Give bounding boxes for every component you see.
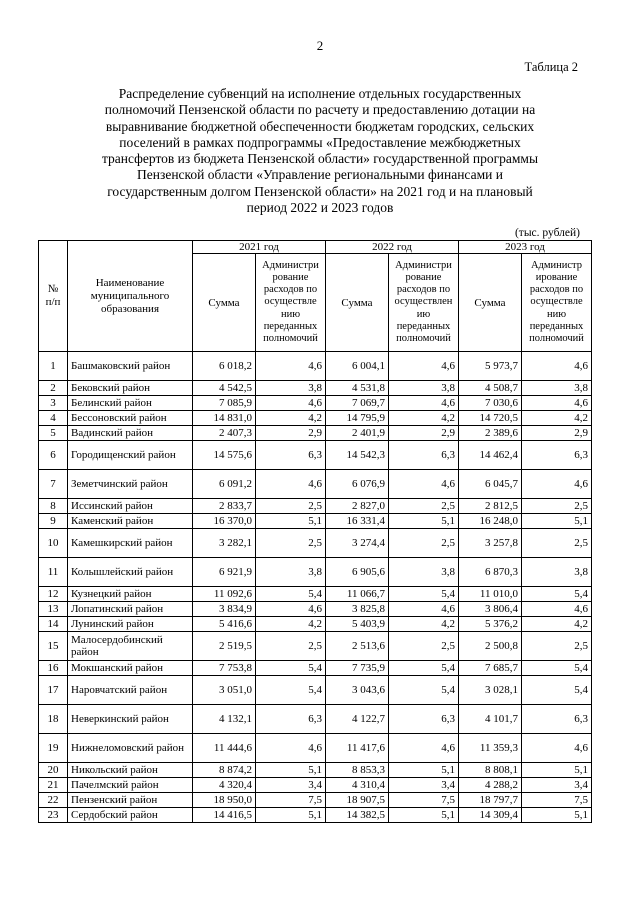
sum-2022: 5 403,9 <box>326 617 389 632</box>
municipality-name: Камешкирский район <box>68 529 193 558</box>
row-number: 7 <box>39 470 68 499</box>
table-row <box>39 778 592 793</box>
sum-2022: 6 076,9 <box>326 470 389 499</box>
sum-2023: 3 806,4 <box>459 602 522 617</box>
title-line: Распределение субвенций на исполнение отдельных государственных <box>118 86 522 101</box>
header-sum: Сумма <box>459 254 522 352</box>
sum-2022: 18 907,5 <box>326 793 389 808</box>
sum-2022: 3 825,8 <box>326 602 389 617</box>
sum-2023: 11 359,3 <box>459 734 522 763</box>
admin-2022: 6,3 <box>389 705 459 734</box>
admin-2023: 4,6 <box>522 352 592 381</box>
sum-2022: 11 417,6 <box>326 734 389 763</box>
admin-2022: 5,1 <box>389 808 459 823</box>
table-body <box>39 352 592 823</box>
admin-2022: 5,4 <box>389 661 459 676</box>
sum-2021: 2 407,3 <box>193 426 256 441</box>
row-number: 23 <box>39 808 68 823</box>
header-name: Наименование муниципального образования <box>68 241 193 352</box>
sum-2021: 3 051,0 <box>193 676 256 705</box>
municipality-name: Колышлейский район <box>68 558 193 587</box>
admin-2023: 5,1 <box>522 808 592 823</box>
admin-2022: 4,6 <box>389 602 459 617</box>
sum-2021: 4 132,1 <box>193 705 256 734</box>
header-year-2022: 2022 год <box>326 241 459 254</box>
admin-2021: 5,4 <box>256 661 326 676</box>
admin-2022: 4,6 <box>389 352 459 381</box>
sum-2023: 14 720,5 <box>459 411 522 426</box>
sum-2021: 7 085,9 <box>193 396 256 411</box>
admin-2021: 5,1 <box>256 514 326 529</box>
table-row <box>39 426 592 441</box>
row-number: 18 <box>39 705 68 734</box>
sum-2021: 6 091,2 <box>193 470 256 499</box>
row-number: 20 <box>39 763 68 778</box>
admin-2023: 3,4 <box>522 778 592 793</box>
table-row <box>39 558 592 587</box>
sum-2021: 7 753,8 <box>193 661 256 676</box>
table-row <box>39 470 592 499</box>
sum-2023: 6 045,7 <box>459 470 522 499</box>
sum-2023: 5 973,7 <box>459 352 522 381</box>
table-label: Таблица 2 <box>524 60 578 74</box>
sum-2022: 7 069,7 <box>326 396 389 411</box>
sum-2022: 7 735,9 <box>326 661 389 676</box>
admin-2021: 4,6 <box>256 470 326 499</box>
admin-2023: 5,4 <box>522 676 592 705</box>
sum-2023: 8 808,1 <box>459 763 522 778</box>
row-number: 6 <box>39 441 68 470</box>
sum-2023: 4 101,7 <box>459 705 522 734</box>
page-number: 2 <box>316 38 324 53</box>
admin-2021: 2,5 <box>256 529 326 558</box>
admin-2021: 5,1 <box>256 763 326 778</box>
admin-2021: 5,4 <box>256 676 326 705</box>
table-row <box>39 411 592 426</box>
sum-2023: 7 030,6 <box>459 396 522 411</box>
sum-2022: 14 382,5 <box>326 808 389 823</box>
sum-2021: 14 575,6 <box>193 441 256 470</box>
admin-2022: 2,5 <box>389 529 459 558</box>
admin-2022: 2,5 <box>389 499 459 514</box>
sum-2023: 2 812,5 <box>459 499 522 514</box>
header-admin: Администри рование расходов по осуществлен ию переданных полномочий <box>389 254 459 352</box>
sum-2023: 2 500,8 <box>459 632 522 661</box>
row-number: 21 <box>39 778 68 793</box>
admin-2021: 2,5 <box>256 499 326 514</box>
sum-2023: 6 870,3 <box>459 558 522 587</box>
row-number: 22 <box>39 793 68 808</box>
sum-2021: 14 416,5 <box>193 808 256 823</box>
table-row <box>39 381 592 396</box>
row-number: 19 <box>39 734 68 763</box>
sum-2022: 2 513,6 <box>326 632 389 661</box>
row-number: 17 <box>39 676 68 705</box>
sum-2023: 4 288,2 <box>459 778 522 793</box>
admin-2021: 4,6 <box>256 352 326 381</box>
sum-2022: 6 004,1 <box>326 352 389 381</box>
document-title <box>80 86 560 216</box>
row-number: 2 <box>39 381 68 396</box>
admin-2021: 3,8 <box>256 381 326 396</box>
table-row <box>39 808 592 823</box>
admin-2022: 3,4 <box>389 778 459 793</box>
sum-2022: 6 905,6 <box>326 558 389 587</box>
municipality-name: Белинский район <box>68 396 193 411</box>
admin-2021: 2,5 <box>256 632 326 661</box>
title-line: период 2022 и 2023 годов <box>246 200 394 216</box>
sum-2022: 14 542,3 <box>326 441 389 470</box>
admin-2023: 2,5 <box>522 632 592 661</box>
sum-2023: 5 376,2 <box>459 617 522 632</box>
sum-2021: 16 370,0 <box>193 514 256 529</box>
admin-2021: 4,2 <box>256 411 326 426</box>
municipality-name: Никольский район <box>68 763 193 778</box>
municipality-name: Пензенский район <box>68 793 193 808</box>
admin-2023: 5,4 <box>522 587 592 602</box>
header-sum: Сумма <box>193 254 256 352</box>
table-row <box>39 352 592 381</box>
row-number: 9 <box>39 514 68 529</box>
sum-2021: 2 519,5 <box>193 632 256 661</box>
sum-2021: 4 320,4 <box>193 778 256 793</box>
sum-2021: 3 282,1 <box>193 529 256 558</box>
title-line: Пензенской области «Управление региональными финансами и <box>137 167 503 183</box>
header-admin: Администр ирование расходов по осуществле нию переданных полномочий <box>522 254 592 352</box>
admin-2022: 6,3 <box>389 441 459 470</box>
sum-2021: 3 834,9 <box>193 602 256 617</box>
admin-2022: 5,4 <box>389 587 459 602</box>
sum-2023: 3 257,8 <box>459 529 522 558</box>
admin-2021: 4,2 <box>256 617 326 632</box>
municipality-name: Кузнецкий район <box>68 587 193 602</box>
admin-2023: 4,6 <box>522 470 592 499</box>
admin-2023: 5,4 <box>522 661 592 676</box>
header-sum: Сумма <box>326 254 389 352</box>
admin-2022: 4,6 <box>389 470 459 499</box>
header-year-2021: 2021 год <box>193 241 326 254</box>
municipality-name: Бессоновский район <box>68 411 193 426</box>
admin-2023: 3,8 <box>522 381 592 396</box>
table-row <box>39 617 592 632</box>
table-row <box>39 705 592 734</box>
admin-2022: 5,1 <box>389 763 459 778</box>
admin-2023: 4,2 <box>522 617 592 632</box>
table-row <box>39 587 592 602</box>
table-row <box>39 499 592 514</box>
municipality-name: Пачелмский район <box>68 778 193 793</box>
title-line: государственным долгом Пензенской области» на 2021 год и на плановый <box>107 183 533 199</box>
admin-2023: 5,1 <box>522 514 592 529</box>
title-line: выравнивание бюджетной обеспеченности бюджетам городских, сельских <box>105 118 535 134</box>
admin-2023: 7,5 <box>522 793 592 808</box>
municipality-name: Башмаковский район <box>68 352 193 381</box>
row-number: 13 <box>39 602 68 617</box>
municipality-name: Каменский район <box>68 514 193 529</box>
admin-2021: 4,6 <box>256 602 326 617</box>
admin-2022: 5,4 <box>389 676 459 705</box>
table-row <box>39 396 592 411</box>
municipality-name: Вадинский район <box>68 426 193 441</box>
table-row <box>39 632 592 661</box>
admin-2023: 3,8 <box>522 558 592 587</box>
subvention-table <box>38 240 592 823</box>
municipality-name: Земетчинский район <box>68 470 193 499</box>
row-number: 5 <box>39 426 68 441</box>
sum-2022: 4 122,7 <box>326 705 389 734</box>
admin-2022: 4,6 <box>389 396 459 411</box>
sum-2022: 4 310,4 <box>326 778 389 793</box>
sum-2022: 3 043,6 <box>326 676 389 705</box>
row-number: 8 <box>39 499 68 514</box>
table-row <box>39 661 592 676</box>
admin-2022: 7,5 <box>389 793 459 808</box>
admin-2023: 5,1 <box>522 763 592 778</box>
admin-2021: 5,1 <box>256 808 326 823</box>
table-row <box>39 676 592 705</box>
admin-2023: 2,9 <box>522 426 592 441</box>
table-row <box>39 793 592 808</box>
sum-2022: 14 795,9 <box>326 411 389 426</box>
sum-2023: 2 389,6 <box>459 426 522 441</box>
admin-2021: 6,3 <box>256 441 326 470</box>
admin-2021: 4,6 <box>256 396 326 411</box>
admin-2022: 4,6 <box>389 734 459 763</box>
sum-2022: 11 066,7 <box>326 587 389 602</box>
sum-2021: 11 444,6 <box>193 734 256 763</box>
units-label: (тыс. рублей) <box>514 227 580 239</box>
sum-2022: 4 531,8 <box>326 381 389 396</box>
admin-2023: 4,6 <box>522 396 592 411</box>
admin-2023: 6,3 <box>522 441 592 470</box>
title-line: поселений в рамках подпрограммы «Предоставление межбюджетных <box>119 134 521 150</box>
table-row <box>39 514 592 529</box>
table-header <box>39 241 592 352</box>
admin-2023: 4,6 <box>522 602 592 617</box>
title-line: трансфертов из бюджета Пензенской области» государственной программы <box>101 151 539 167</box>
header-admin: Администри рование расходов по осуществле нию переданных полномочий <box>256 254 326 352</box>
admin-2023: 4,6 <box>522 734 592 763</box>
sum-2021: 8 874,2 <box>193 763 256 778</box>
table-row <box>39 602 592 617</box>
admin-2022: 3,8 <box>389 558 459 587</box>
admin-2021: 4,6 <box>256 734 326 763</box>
sum-2023: 3 028,1 <box>459 676 522 705</box>
admin-2023: 2,5 <box>522 499 592 514</box>
municipality-name: Сердобский район <box>68 808 193 823</box>
sum-2021: 6 921,9 <box>193 558 256 587</box>
municipality-name: Лопатинский район <box>68 602 193 617</box>
sum-2023: 14 309,4 <box>459 808 522 823</box>
municipality-name: Малосердобинский район <box>68 632 193 661</box>
sum-2021: 4 542,5 <box>193 381 256 396</box>
municipality-name: Наровчатский район <box>68 676 193 705</box>
sum-2023: 11 010,0 <box>459 587 522 602</box>
row-number: 10 <box>39 529 68 558</box>
admin-2021: 3,8 <box>256 558 326 587</box>
admin-2022: 5,1 <box>389 514 459 529</box>
admin-2022: 2,5 <box>389 632 459 661</box>
header-year-2023: 2023 год <box>459 241 592 254</box>
row-number: 14 <box>39 617 68 632</box>
table-row <box>39 763 592 778</box>
row-number: 3 <box>39 396 68 411</box>
row-number: 16 <box>39 661 68 676</box>
municipality-name: Мокшанский район <box>68 661 193 676</box>
admin-2021: 3,4 <box>256 778 326 793</box>
municipality-name: Городищенский район <box>68 441 193 470</box>
table-row <box>39 529 592 558</box>
sum-2022: 8 853,3 <box>326 763 389 778</box>
sum-2021: 2 833,7 <box>193 499 256 514</box>
row-number: 15 <box>39 632 68 661</box>
header-num: № п/п <box>39 241 68 352</box>
sum-2021: 11 092,6 <box>193 587 256 602</box>
sum-2021: 18 950,0 <box>193 793 256 808</box>
title-line: полномочий Пензенской области по расчету и предоставлению дотации на <box>104 102 536 118</box>
admin-2021: 6,3 <box>256 705 326 734</box>
sum-2021: 6 018,2 <box>193 352 256 381</box>
municipality-name: Бековский район <box>68 381 193 396</box>
table-row <box>39 734 592 763</box>
admin-2022: 4,2 <box>389 411 459 426</box>
sum-2022: 16 331,4 <box>326 514 389 529</box>
municipality-name: Лунинский район <box>68 617 193 632</box>
sum-2022: 2 827,0 <box>326 499 389 514</box>
admin-2021: 2,9 <box>256 426 326 441</box>
row-number: 12 <box>39 587 68 602</box>
sum-2021: 5 416,6 <box>193 617 256 632</box>
admin-2021: 7,5 <box>256 793 326 808</box>
admin-2023: 4,2 <box>522 411 592 426</box>
sum-2023: 14 462,4 <box>459 441 522 470</box>
sum-2023: 18 797,7 <box>459 793 522 808</box>
sum-2023: 4 508,7 <box>459 381 522 396</box>
admin-2022: 4,2 <box>389 617 459 632</box>
admin-2022: 3,8 <box>389 381 459 396</box>
row-number: 4 <box>39 411 68 426</box>
admin-2023: 2,5 <box>522 529 592 558</box>
sum-2021: 14 831,0 <box>193 411 256 426</box>
row-number: 1 <box>39 352 68 381</box>
sum-2023: 16 248,0 <box>459 514 522 529</box>
admin-2022: 2,9 <box>389 426 459 441</box>
municipality-name: Иссинский район <box>68 499 193 514</box>
row-number: 11 <box>39 558 68 587</box>
sum-2022: 2 401,9 <box>326 426 389 441</box>
municipality-name: Нижнеломовский район <box>68 734 193 763</box>
admin-2021: 5,4 <box>256 587 326 602</box>
sum-2023: 7 685,7 <box>459 661 522 676</box>
admin-2023: 6,3 <box>522 705 592 734</box>
municipality-name: Неверкинский район <box>68 705 193 734</box>
table-row <box>39 441 592 470</box>
sum-2022: 3 274,4 <box>326 529 389 558</box>
